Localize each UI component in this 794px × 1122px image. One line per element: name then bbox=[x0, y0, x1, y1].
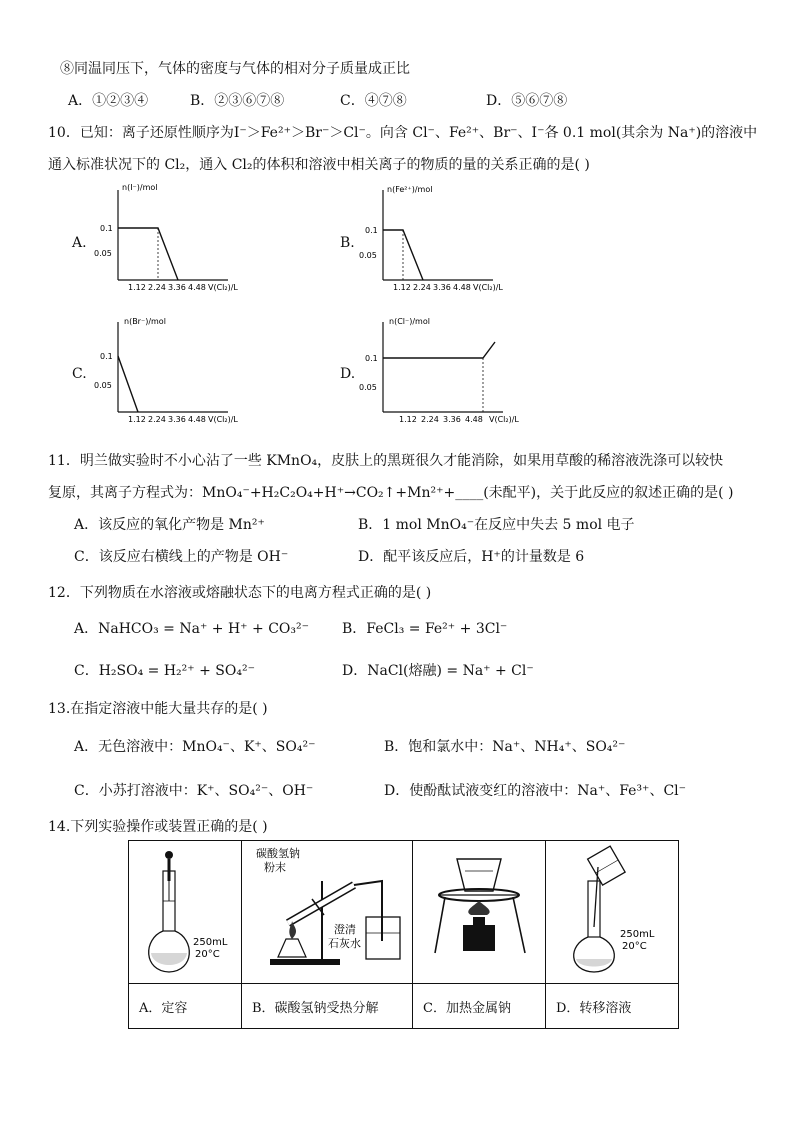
graph-b-letter: B. bbox=[340, 235, 355, 251]
graph-b-ytick-2: 0.05 bbox=[359, 251, 377, 260]
graph-a-ytick-1: 0.1 bbox=[100, 224, 113, 233]
q11-option-a: A．该反应的氧化产物是 Mn²⁺ bbox=[74, 517, 265, 533]
crucible-heating-figure bbox=[413, 841, 545, 979]
q9-option-d: D．⑤⑥⑦⑧ bbox=[486, 93, 568, 109]
powder-label-1: 碳酸氢钠 bbox=[256, 847, 300, 860]
graph-b-xtick-1: 1.12 bbox=[393, 283, 411, 292]
q10-stem-line1: 10．已知：离子还原性顺序为I⁻＞Fe²⁺＞Br⁻＞Cl⁻。向含 Cl⁻、Fe²⁺、Br⁻、I⁻各 0.1 mol(其余为 Na⁺)的溶液中 bbox=[48, 125, 758, 141]
powder-label-2: 粉末 bbox=[264, 861, 286, 874]
q12-option-a: A．NaHCO₃ = Na⁺ + H⁺ + CO₃²⁻ bbox=[74, 621, 309, 637]
graph-a-xtick-2: 2.24 bbox=[148, 283, 166, 292]
graph-b-xtick-3: 3.36 bbox=[433, 283, 451, 292]
q12-option-b: B．FeCl₃ = Fe²⁺ + 3Cl⁻ bbox=[342, 621, 508, 637]
graph-b-ytick-1: 0.1 bbox=[365, 226, 378, 235]
graph-b bbox=[355, 180, 555, 298]
graph-d-xtick-4: 4.48 bbox=[465, 415, 483, 424]
graph-d-ylabel: n(Cl⁻)/mol bbox=[389, 317, 430, 326]
q14-stem: 14.下列实验操作或装置正确的是( ) bbox=[48, 819, 268, 835]
q9-option-b: B．②③⑥⑦⑧ bbox=[190, 93, 285, 109]
q11-option-c: C．该反应右横线上的产物是 OH⁻ bbox=[74, 549, 289, 565]
graph-d-xtick-2: 2.24 bbox=[421, 415, 439, 424]
q12-option-d: D．NaCl(熔融) = Na⁺ + Cl⁻ bbox=[342, 663, 534, 679]
apparatus-table bbox=[128, 840, 679, 1029]
graph-c-xtick-2: 2.24 bbox=[148, 415, 166, 424]
caption-b: B．碳酸氢钠受热分解 bbox=[242, 984, 413, 1029]
caption-d: D．转移溶液 bbox=[546, 984, 679, 1029]
graph-c-xtick-4: 4.48 bbox=[188, 415, 206, 424]
q13-stem: 13.在指定溶液中能大量共存的是( ) bbox=[48, 701, 268, 717]
q13-option-b: B．饱和氯水中：Na⁺、NH₄⁺、SO₄²⁻ bbox=[384, 739, 626, 755]
q11-option-b: B．1 mol MnO₄⁻在反应中失去 5 mol 电子 bbox=[358, 517, 635, 533]
graph-c-xtick-1: 1.12 bbox=[128, 415, 146, 424]
graph-b-ylabel: n(Fe²⁺)/mol bbox=[387, 185, 433, 194]
graph-b-xlabel: V(Cl₂)/L bbox=[473, 283, 503, 292]
graph-c-xlabel: V(Cl₂)/L bbox=[208, 415, 238, 424]
q9-option-c: C．④⑦⑧ bbox=[340, 93, 407, 109]
q13-option-c: C．小苏打溶液中：K⁺、SO₄²⁻、OH⁻ bbox=[74, 783, 314, 799]
graph-d-xlabel: V(Cl₂)/L bbox=[489, 415, 519, 424]
graph-d-letter: D. bbox=[340, 366, 356, 382]
q13-option-d: D．使酚酞试液变红的溶液中：Na⁺、Fe³⁺、Cl⁻ bbox=[384, 783, 687, 799]
graph-d-ytick-2: 0.05 bbox=[359, 383, 377, 392]
q11-option-d: D．配平该反应后，H⁺的计量数是 6 bbox=[358, 549, 585, 565]
graph-a-letter: A. bbox=[72, 235, 87, 251]
graph-b-xtick-2: 2.24 bbox=[413, 283, 431, 292]
graph-d-xtick-3: 3.36 bbox=[443, 415, 461, 424]
bicarbonate-decomposition-figure bbox=[242, 841, 412, 979]
graph-d-ytick-1: 0.1 bbox=[365, 354, 378, 363]
graph-c-xtick-3: 3.36 bbox=[168, 415, 186, 424]
graph-d bbox=[355, 312, 565, 430]
graph-b-xtick-4: 4.48 bbox=[453, 283, 471, 292]
graph-d-xtick-1: 1.12 bbox=[399, 415, 417, 424]
flask-d-temp-label: 20°C bbox=[622, 941, 647, 952]
q9-option-a: A．①②③④ bbox=[68, 93, 149, 109]
q10-stem-line2: 通入标准状况下的 Cl₂，通入 Cl₂的体积和溶液中相关离子的物质的量的关系正确的是( ) bbox=[48, 157, 590, 173]
graph-c-letter: C. bbox=[72, 366, 87, 382]
graph-c-ytick-2: 0.05 bbox=[94, 381, 112, 390]
graph-a-xlabel: V(Cl₂)/L bbox=[208, 283, 238, 292]
q11-stem-line1: 11．明兰做实验时不小心沾了一些 KMnO₄，皮肤上的黑斑很久才能消除，如果用草酸的稀溶液洗涤可以较快 bbox=[48, 453, 724, 469]
caption-a: A．定容 bbox=[129, 984, 242, 1029]
graph-c bbox=[90, 312, 290, 430]
q12-option-c: C．H₂SO₄ = H₂²⁺ + SO₄²⁻ bbox=[74, 663, 255, 679]
transfer-solution-figure bbox=[546, 841, 678, 979]
graph-a-xtick-3: 3.36 bbox=[168, 283, 186, 292]
graph-a-xtick-4: 4.48 bbox=[188, 283, 206, 292]
apparatus-d-cell bbox=[546, 841, 679, 984]
volumetric-flask-dropper-figure bbox=[129, 841, 241, 979]
apparatus-a-cell bbox=[129, 841, 242, 984]
graph-a-xtick-1: 1.12 bbox=[128, 283, 146, 292]
graph-a bbox=[90, 180, 290, 298]
graph-c-ylabel: n(Br⁻)/mol bbox=[124, 317, 166, 326]
q12-stem: 12．下列物质在水溶液或熔融状态下的电离方程式正确的是( ) bbox=[48, 585, 432, 601]
flask-d-volume-label: 250mL bbox=[620, 929, 655, 940]
flask-a-volume-label: 250mL bbox=[193, 937, 228, 948]
flask-a-temp-label: 20°C bbox=[195, 949, 220, 960]
limewater-label-2: 石灰水 bbox=[328, 937, 361, 950]
apparatus-b-cell bbox=[242, 841, 413, 984]
q13-option-a: A．无色溶液中：MnO₄⁻、K⁺、SO₄²⁻ bbox=[74, 739, 316, 755]
apparatus-c-cell bbox=[413, 841, 546, 984]
q11-stem-line2: 复原，其离子方程式为：MnO₄⁻+H₂C₂O₄+H⁺→CO₂↑+Mn²⁺+____(未配平)，关于此反应的叙述正确的是( ) bbox=[48, 485, 734, 501]
graph-a-ytick-2: 0.05 bbox=[94, 249, 112, 258]
q9-statement-8: ⑧同温同压下，气体的密度与气体的相对分子质量成正比 bbox=[60, 61, 410, 77]
limewater-label-1: 澄清 bbox=[334, 923, 356, 936]
graph-c-ytick-1: 0.1 bbox=[100, 352, 113, 361]
caption-c: C．加热金属钠 bbox=[413, 984, 546, 1029]
graph-a-ylabel: n(I⁻)/mol bbox=[122, 183, 158, 192]
